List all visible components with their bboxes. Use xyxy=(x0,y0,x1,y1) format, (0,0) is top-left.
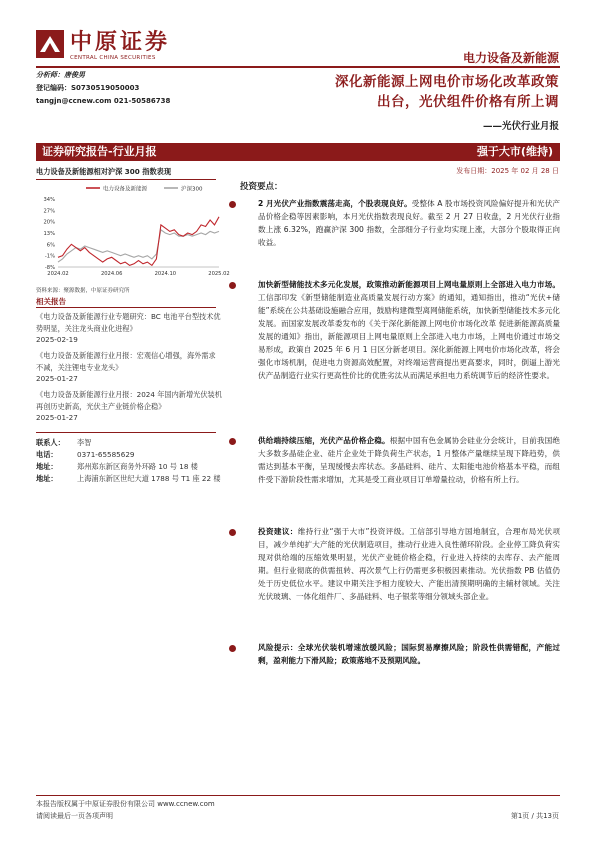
analyst-name-row xyxy=(36,70,85,81)
x-tick-label: 2025.02 xyxy=(208,271,230,277)
y-tick-label: 20% xyxy=(43,219,55,226)
highlight-heading: 加快新型储能技术多元化发展，政策推动新能源项目上网电量原则上全部进入电力市场。 xyxy=(258,280,560,289)
highlight-heading: 投资建议： xyxy=(258,527,298,536)
report-title-line-2: 出台，光伏组件价格有所上调 xyxy=(377,94,559,110)
relative-performance-chart xyxy=(36,181,230,283)
related-report-date: 2025-01-27 xyxy=(36,374,78,383)
bullet-icon xyxy=(229,201,236,208)
contact-office-row xyxy=(36,473,221,485)
chart-divider xyxy=(36,179,216,180)
bullet-icon xyxy=(229,529,236,536)
chart-source: 资料来源：聚源数据，中原证券研究所 xyxy=(36,288,130,294)
related-report-date: 2025-02-19 xyxy=(36,335,78,344)
bullet-icon xyxy=(229,438,236,445)
y-tick-label: 13% xyxy=(43,231,55,237)
company-logo-text: 中原证券 xyxy=(70,29,171,55)
contact-name: 李智 xyxy=(77,438,92,447)
analyst-name: 唐俊男 xyxy=(64,71,85,79)
related-reports-title: 相关报告 xyxy=(36,297,66,306)
related-report-text: 《电力设备及新能源行业月报：2024 年国内新增光伏装机再创历史新高，光伏主产业链价格企稳》 xyxy=(36,390,222,411)
header-divider xyxy=(36,66,560,68)
contact-office-label: 地址： xyxy=(36,474,58,483)
y-tick-label: -8% xyxy=(44,265,55,271)
contact-divider xyxy=(36,432,216,433)
analyst-cert-row xyxy=(36,83,139,94)
highlight-paragraph xyxy=(258,278,560,382)
highlight-body: 受整体 A 股市场投资风险偏好提升和光伏产品价格企稳等因素影响，本月光伏指数表现良好。截至 2 月 27 日收盘，2 月光伏行业指数上涨 6.32%，跑赢沪深 300 指数，全部细分子行业均实现上涨，大部分个股取得正向收益。 xyxy=(258,199,560,247)
x-tick-label: 2024.02 xyxy=(47,271,69,277)
related-divider xyxy=(36,307,216,308)
related-report-item[interactable] xyxy=(36,350,222,385)
contact-phone-row xyxy=(36,449,135,461)
legend-label: 沪深300 xyxy=(181,186,203,193)
contact-address: 郑州郑东新区商务外环路 10 号 18 楼 xyxy=(77,462,198,471)
highlight-paragraph xyxy=(258,434,560,486)
footer-divider xyxy=(36,795,560,796)
series-line xyxy=(58,230,219,262)
related-report-date: 2025-01-27 xyxy=(36,413,78,422)
page-number: 第1页 / 共13页 xyxy=(510,812,559,820)
disclaimer-notice: 请阅读最后一页各项声明 xyxy=(36,812,113,820)
copyright-notice: 本报告版权属于中原证券股份有限公司 www.ccnew.com xyxy=(36,800,215,808)
risk-text: 风险提示：全球光伏装机增速放缓风险；国际贸易摩擦风险；阶段性供需错配，产能过剩，盈利能力下滑风险；政策落地不及预期风险。 xyxy=(258,643,560,665)
contact-address-row xyxy=(36,461,198,473)
publish-date: 发布日期：2025 年 02 月 28 日 xyxy=(456,167,559,175)
chart-title: 电力设备及新能源相对沪深 300 指数表现 xyxy=(36,167,172,176)
x-tick-label: 2024.10 xyxy=(154,271,177,277)
analyst-label: 分析师： xyxy=(36,71,64,79)
risk-warning xyxy=(258,641,560,667)
analyst-contact: tangjn@ccnew.com 021-50586738 xyxy=(36,97,171,105)
related-report-item[interactable] xyxy=(36,389,222,424)
highlight-paragraph xyxy=(258,197,560,249)
highlight-paragraph xyxy=(258,525,560,603)
contact-address-label: 地址： xyxy=(36,462,58,471)
related-report-item[interactable] xyxy=(36,311,222,346)
x-tick-label: 2024.06 xyxy=(100,271,123,277)
company-logo-english: CENTRAL CHINA SECURITIES xyxy=(70,55,156,61)
investment-highlights-title: 投资要点： xyxy=(240,182,283,192)
contact-phone: 0371-65585629 xyxy=(77,450,135,459)
y-tick-label: -1% xyxy=(44,253,55,260)
report-title-line-1: 深化新能源上网电价市场化改革政策 xyxy=(335,74,559,90)
highlight-body: 维持行业“强于大市”投资评级。工信部引导地方国地制宜，合理布局光伏项目，减少单纯扩大产能的光伏制造项目，推动行业进入良性循环阶段。企业停工降负荷实现对供给端的压缩效果明显，光伏产业链价格企稳，行业进入持续的去库存、去产能周期。但行业彻底的供需扭转、再次景气上行仍需更多积极因素推动。光伏指数 PB 估值仍处于历史低位水平。建议中期关注予相力度较大、产能出清预期明确的主辅材领域。关注光伏玻璃、一体化组件厂、多晶硅料、电子银浆等细分领域头部企业。 xyxy=(258,527,560,601)
bullet-icon xyxy=(229,645,236,652)
highlight-heading: 供给端持续压缩，光伏产品价格企稳。 xyxy=(258,436,390,445)
legend-label: 电力设备及新能源 xyxy=(103,186,148,193)
report-type: 证券研究报告-行业月报 xyxy=(42,145,157,158)
y-tick-label: 34% xyxy=(43,197,55,203)
highlight-heading: 2 月光伏产业指数震荡走高，个股表现良好。 xyxy=(258,199,412,208)
cert-label: 登记编码： xyxy=(36,84,71,92)
report-subtitle: ——光伏行业月报 xyxy=(482,121,559,132)
series-line xyxy=(58,217,219,266)
highlight-body: 根据中国有色金属协会硅业分会统计，目前我国绝大多数多晶硅企业、硅片企业处于降负荷生产状态，1 月整体产量继续呈现下降趋势，供需达到基本平衡，呈现缓慢去库状态。多晶硅料、硅片、太阳能电池价格基本平稳，而组件受下游阶段性需求增加，尤其是受工商业项目订单增量拉动，价格有所上行。 xyxy=(258,436,561,484)
related-report-text: 《电力设备及新能源行业专题研究：BC 电池平台型技术优势明显，关注龙头商业化进程》 xyxy=(36,312,221,333)
y-tick-label: 27% xyxy=(43,208,55,215)
contact-office: 上海浦东新区世纪大道 1788 号 T1 座 22 楼 xyxy=(77,474,221,483)
industry-rating: 强于大市(维持) xyxy=(476,145,553,158)
contact-phone-label: 电话： xyxy=(36,450,58,459)
related-report-text: 《电力设备及新能源行业月报：宏观信心增强，海外需求不减，关注锂电专业龙头》 xyxy=(36,351,216,372)
contact-name-label: 联系人： xyxy=(36,438,65,447)
highlight-body: 工信部印发《新型储能制造业高质量发展行动方案》的通知，通知指出，推动“光伏+储能”系统在公共基础设施融合应用，鼓励构建微型离网储能系统，加快新型储能技术多元化发展。而国家发展改革委发布的《关于深化新能源上网电价市场化改革 促进新能源高质量发展的通知》指出，新能源项目上网电量原则上全部进入电力市场，上网电价通过市场交易形成，政策自 2025 年 6 月 1 日区分新老项目。深化新能源上网电价市场化改革，将会强化市场机制，促进电力资源高效配置，对终端运营商提出更高要求，同时，倒逼上游光伏产品制造行业实行更高性价比的优胜劣汰从而满足承担电力系统调节后的经济性要求。 xyxy=(258,293,560,380)
industry-name: 电力设备及新能源 xyxy=(462,51,559,65)
contact-name-row xyxy=(36,437,92,449)
company-logo-icon xyxy=(36,30,64,58)
bullet-icon xyxy=(229,282,236,289)
cert-number: S0730519050003 xyxy=(71,84,140,92)
y-tick-label: 6% xyxy=(46,242,55,249)
